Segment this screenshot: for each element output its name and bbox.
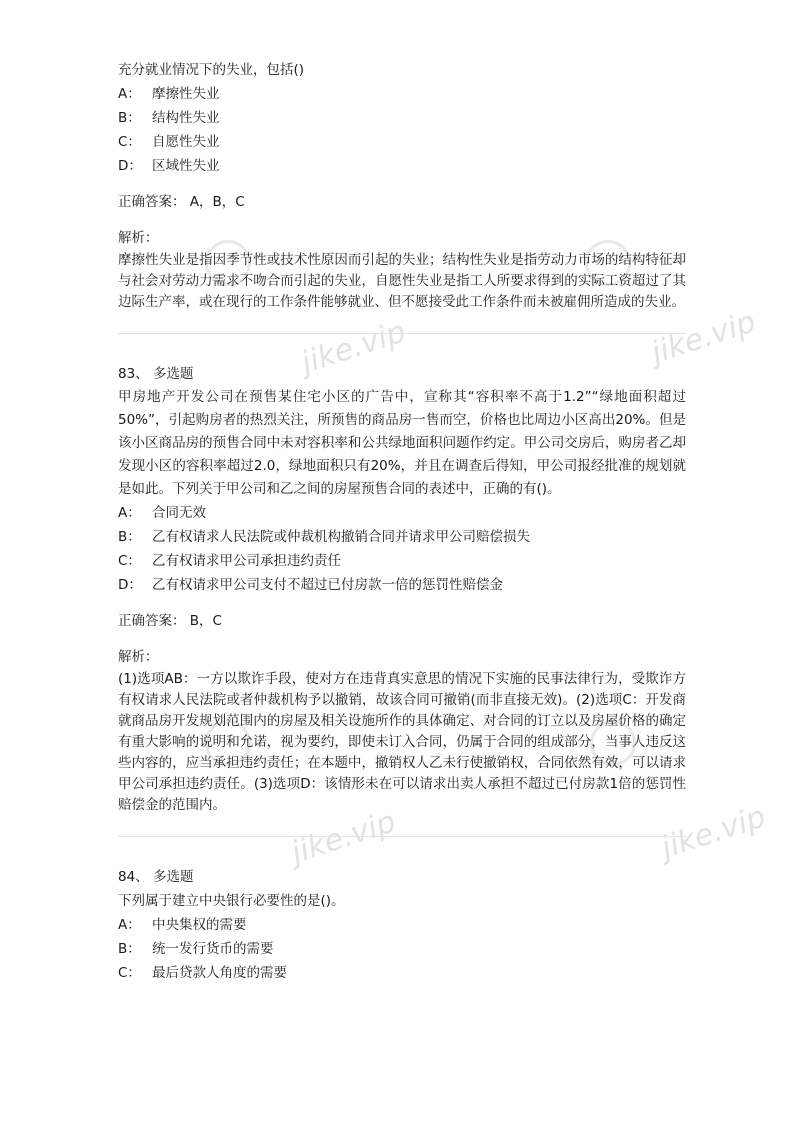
question-stem: 甲房地产开发公司在预售某住宅小区的广告中，宣称其“容积率不高于1.2”“绿地面积超过50%”，引起购房者的热烈关注，所预售的商品房一售而空，价格也比周边小区高出20%。但是该小区商品房的预售合同中未对容积率和公共绿地面积问题作约定。甲公司交房后，购房者乙却发现小区的容积率超过2.0，绿地面积只有20%，并且在调查后得知，甲公司报经批准的规划就是如此。下列关于甲公司和乙之间的房屋预售合同的表述中，正确的有()。 [118, 389, 686, 497]
option-c [118, 130, 686, 154]
question-header [118, 865, 686, 889]
correct-answer [118, 609, 686, 633]
option-b [118, 937, 686, 961]
answer-label: 正确答案： [118, 613, 186, 629]
answer-value: B，C [189, 613, 222, 629]
option-c [118, 549, 686, 573]
watermark: jike.vip [297, 314, 410, 381]
option-text: 乙有权请求甲公司承担违约责任 [152, 553, 341, 569]
analysis-text: (1)选项AB：一方以欺诈手段，使对方在违背真实意思的情况下实施的民事法律行为，受欺诈方有权请求人民法院或者仲裁机构予以撤销，故该合同可撤销(而非直接无效)。(2)选项C：开发商就商品房开发规划范围内的房屋及相关设施所作的具体确定、对合同的订立以及房屋价格的确定有重大影响的说明和允诺，视为要约，即使未订入合同，仍属于合同的组成部分，当事人违反这些内容的，应当承担违约责任；在本题中，撤销权人乙未行使撤销权，合同依然有效，可以请求甲公司承担违约责任。(3)选项D：该情形未在可以请求出卖人承担不超过已付房款1倍的惩罚性赔偿金的范围内。 [118, 671, 686, 813]
option-key: B： [118, 529, 141, 545]
divider [118, 836, 686, 837]
analysis-label: 解析： [118, 230, 159, 246]
question-83 [118, 362, 686, 816]
option-text: 区域性失业 [152, 158, 220, 174]
option-d [118, 573, 686, 597]
option-key: D： [118, 577, 142, 593]
option-a [118, 82, 686, 106]
answer-value: A，B，C [189, 194, 245, 210]
analysis-label: 解析： [118, 649, 159, 665]
option-key: A： [118, 86, 141, 102]
option-b [118, 106, 686, 130]
option-b [118, 525, 686, 549]
question-84 [118, 865, 686, 985]
option-text: 乙有权请求甲公司支付不超过已付房款一倍的惩罚性赔偿金 [152, 577, 503, 593]
divider [118, 333, 686, 334]
option-text: 摩擦性失业 [152, 86, 220, 102]
option-key: B： [118, 110, 141, 126]
question-stem: 充分就业情况下的失业，包括() [118, 62, 305, 78]
option-d [118, 154, 686, 178]
option-text: 自愿性失业 [152, 134, 220, 150]
watermark: jike.vip [287, 804, 400, 871]
option-key: D： [118, 158, 142, 174]
option-text: 统一发行货币的需要 [152, 941, 274, 957]
question-82 [118, 58, 686, 313]
option-key: B： [118, 941, 141, 957]
option-key: A： [118, 505, 141, 521]
option-text: 最后贷款人角度的需要 [152, 965, 287, 981]
option-a [118, 913, 686, 937]
option-text: 乙有权请求人民法院或仲裁机构撤销合同并请求甲公司赔偿损失 [152, 529, 530, 545]
option-key: C： [118, 134, 141, 150]
correct-answer [118, 190, 686, 214]
option-text: 中央集权的需要 [152, 917, 247, 933]
answer-label: 正确答案： [118, 194, 186, 210]
question-type: 多选题 [152, 366, 194, 382]
option-text: 合同无效 [152, 505, 206, 521]
analysis-text: 摩擦性失业是指因季节性或技术性原因而引起的失业；结构性失业是指劳动力市场的结构特征却与社会对劳动力需求不吻合而引起的失业，自愿性失业是指工人所要求得到的实际工资超过了其边际生产率，或在现行的工作条件能够就业、但不愿接受此工作条件而未被雇佣所造成的失业。 [118, 252, 686, 310]
option-key: C： [118, 553, 141, 569]
option-c [118, 961, 686, 985]
question-header [118, 362, 686, 386]
option-key: A： [118, 917, 141, 933]
watermark: jike.vip [647, 304, 760, 371]
question-number: 83、 [118, 366, 149, 382]
watermark: jike.vip [657, 799, 770, 866]
question-number: 84、 [118, 869, 149, 885]
question-type: 多选题 [152, 869, 194, 885]
option-key: C： [118, 965, 141, 981]
option-a [118, 501, 686, 525]
option-text: 结构性失业 [152, 110, 220, 126]
question-stem: 下列属于建立中央银行必要性的是()。 [118, 893, 345, 909]
document-page [118, 58, 686, 985]
